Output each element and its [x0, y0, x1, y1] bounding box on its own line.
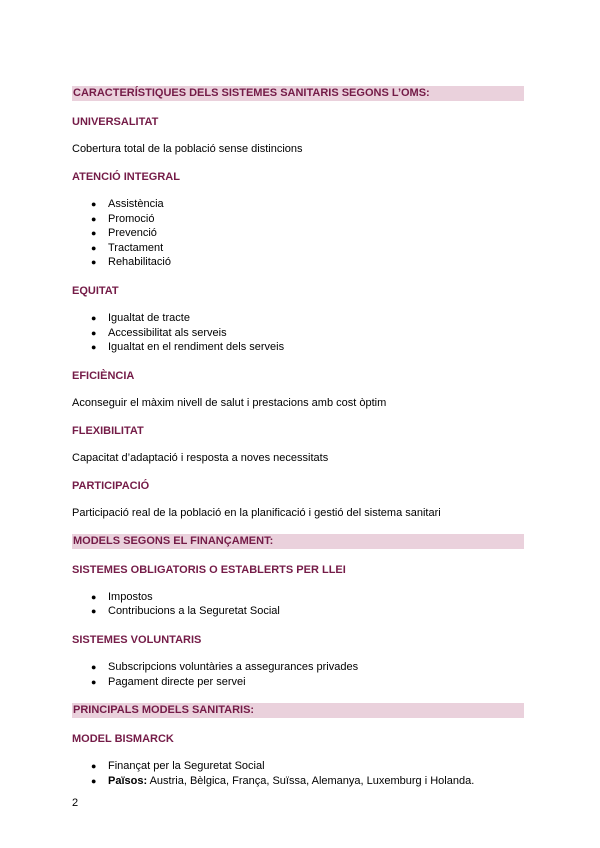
bullet-list [72, 197, 524, 270]
spacer [72, 493, 524, 506]
spacer [72, 619, 524, 633]
list-item [72, 604, 524, 619]
bullet-icon: ● [91, 312, 97, 323]
subheading-sistemes-obligatoris-o-establerts-per-llei: SISTEMES OBLIGATORIS O ESTABLERTS PER LLEI [72, 563, 346, 576]
list-item [72, 660, 524, 675]
list-item [72, 212, 524, 227]
list-item [72, 774, 524, 789]
list-item-text: Igualtat de tracte [108, 311, 190, 324]
list-item-text: Subscripcions voluntàries a assegurances privades [108, 660, 359, 673]
page-number: 2 [72, 797, 79, 809]
list-item [72, 255, 524, 270]
bullet-icon: ● [91, 661, 97, 672]
bullet-icon: ● [91, 761, 97, 772]
bullet-icon: ● [91, 775, 97, 786]
list-item-text: Austria, Bèlgica, França, Suïssa, Alemanya, Luxemburg i Holanda. [147, 774, 475, 787]
list-item [72, 340, 524, 355]
section-band-models-segons-el-financament: MODELS SEGONS EL FINANÇAMENT: [72, 534, 524, 549]
section-band-caracteristiques-dels-sistemes-sanitaris-segons-l-oms: CARACTERÍSTIQUES DELS SISTEMES SANITARIS SEGONS L’OMS: [72, 86, 524, 101]
list-item-text: Contribucions a la Seguretat Social [108, 605, 280, 618]
bullet-list [72, 660, 524, 689]
spacer [72, 520, 524, 534]
subheading-atencio-integral: ATENCIÓ INTEGRAL [72, 171, 180, 183]
list-item-text: Prevenció [108, 227, 157, 240]
bullet-icon: ● [91, 242, 97, 253]
spacer [72, 689, 524, 703]
subheading-equitat: EQUITAT [72, 284, 119, 297]
paragraph: Cobertura total de la població sense distincions [72, 143, 303, 155]
subheading-participacio: PARTICIPACIÓ [72, 479, 150, 492]
spacer [72, 355, 524, 369]
list-item [72, 675, 524, 690]
bullet-icon: ● [91, 342, 97, 353]
list-item-text: Impostos [108, 590, 153, 603]
spacer [72, 101, 524, 115]
subheading-model-bismarck: MODEL BISMARCK [72, 733, 174, 746]
paragraph: Aconseguir el màxim nivell de salut i prestacions amb cost òptim [72, 396, 387, 409]
spacer [72, 718, 524, 732]
bullet-icon: ● [91, 606, 97, 617]
spacer [72, 465, 524, 479]
list-item [72, 197, 524, 212]
bullet-icon: ● [91, 228, 97, 239]
spacer [72, 549, 524, 563]
list-item-text: Assistència [108, 198, 164, 210]
paragraph: Capacitat d’adaptació i resposta a noves necessitats [72, 451, 329, 464]
list-item-text: Finançat per la Seguretat Social [108, 760, 265, 773]
list-item-label: Països: [108, 774, 148, 787]
spacer [72, 129, 524, 142]
subheading-flexibilitat: FLEXIBILITAT [72, 424, 144, 437]
bullet-icon: ● [91, 327, 97, 338]
spacer [72, 746, 524, 759]
list-item [72, 241, 524, 256]
bullet-list [72, 311, 524, 355]
bullet-icon: ● [91, 591, 97, 602]
list-item [72, 759, 524, 774]
subheading-sistemes-voluntaris: SISTEMES VOLUNTARIS [72, 633, 202, 646]
spacer [72, 438, 524, 451]
list-item-text: Promoció [108, 212, 155, 225]
list-item-text: Rehabilitació [108, 256, 171, 269]
list-item [72, 226, 524, 241]
subheading-eficiencia: EFICIÈNCIA [72, 369, 135, 382]
list-item-text: Igualtat en el rendiment dels serveis [108, 341, 285, 354]
spacer [72, 270, 524, 284]
bullet-icon: ● [91, 213, 97, 224]
subheading-universalitat: UNIVERSALITAT [72, 116, 159, 128]
spacer [72, 298, 524, 311]
spacer [72, 577, 524, 590]
bullet-list [72, 590, 524, 619]
list-item [72, 311, 524, 326]
list-item [72, 590, 524, 605]
bullet-icon: ● [91, 676, 97, 687]
document-content [72, 86, 524, 788]
section-band-principals-models-sanitaris: PRINCIPALS MODELS SANITARIS: [72, 703, 524, 718]
bullet-icon: ● [91, 199, 97, 209]
list-item-text: Pagament directe per servei [108, 675, 246, 688]
bullet-list [72, 759, 524, 788]
list-item-text: Accessibilitat als serveis [108, 326, 227, 339]
spacer [72, 383, 524, 396]
spacer [72, 184, 524, 197]
list-item [72, 326, 524, 341]
spacer [72, 647, 524, 660]
spacer [72, 156, 524, 170]
bullet-icon: ● [91, 257, 97, 268]
list-item-text: Tractament [108, 241, 164, 254]
spacer [72, 410, 524, 424]
paragraph: Participació real de la població en la planificació i gestió del sistema sanitari [72, 506, 441, 519]
